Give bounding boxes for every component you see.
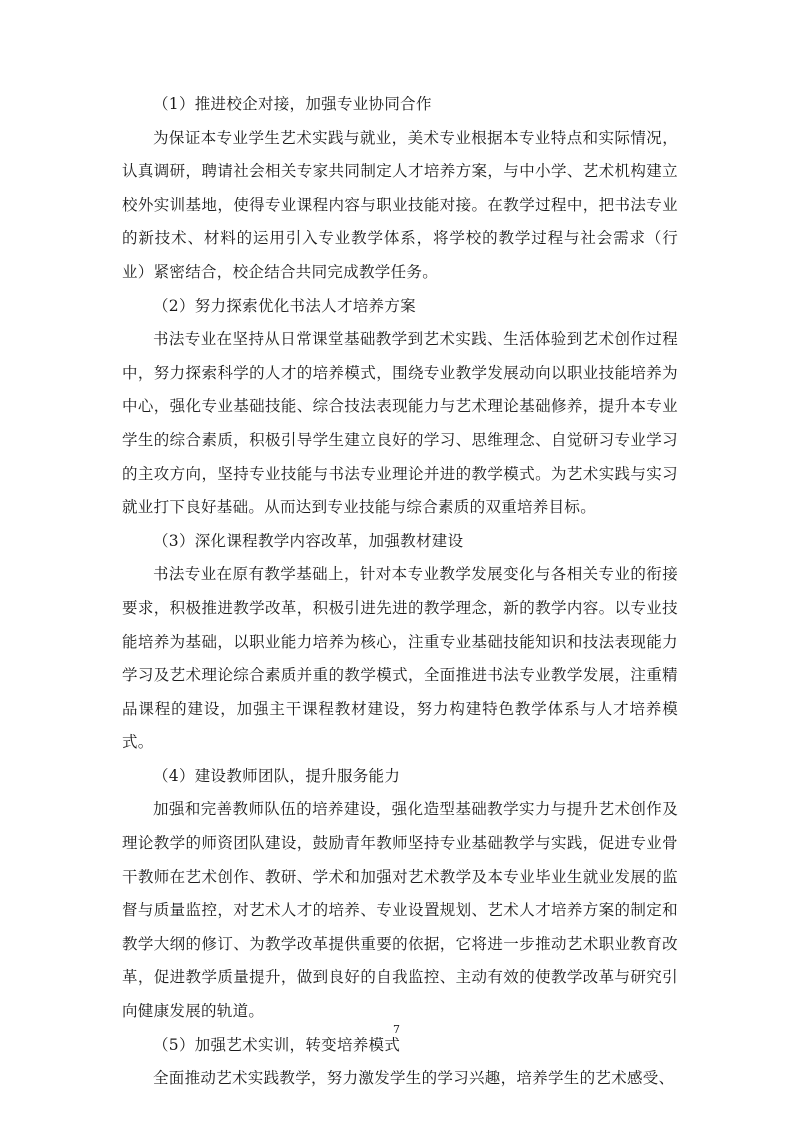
section-heading-5: （5）加强艺术实训，转变培养模式 (153, 1035, 401, 1054)
document-body (122, 88, 678, 1096)
page-number: 7 (393, 1023, 400, 1036)
section-paragraph-1: 为保证本专业学生艺术实践与就业，美术专业根据本专业特点和实际情况，认真调研，聘请社会相关专家共同制定人才培养方案，与中小学、艺术机构建立校外实训基地，使得专业课程内容与职业技能对接。在教学过程中，把书法专业的新技术、材料的运用引入专业教学体系，将学校的教学过程与社会需求（行业）紧密结合，校企结合共同完成教学任务。 (122, 128, 678, 281)
section-paragraph-5: 全面推动艺术实践教学，努力激发学生的学习兴趣，培养学生的艺术感受、 (153, 1069, 675, 1088)
section-heading-2: （2）努力探索优化书法人才培养方案 (153, 296, 416, 315)
section-heading-1: （1）推进校企对接，加强专业协同合作 (153, 95, 432, 113)
section-paragraph-3: 书法专业在原有教学基础上，针对本专业教学发展变化与各相关专业的衔接要求，积极推进教学改革，积极引进先进的教学理念，新的教学内容。以专业技能培养为基础，以职业能力培养为核心，注重专业基础技能知识和技法表现能力学习及艺术理论综合素质并重的教学模式，全面推进书法专业教学发展，注重精品课程的建设，加强主干课程教材建设，努力构建特色教学体系与人才培养模式。 (122, 565, 678, 752)
section-heading-3: （3）深化课程教学内容改革，加强教材建设 (153, 531, 464, 550)
section-paragraph-2: 书法专业在坚持从日常课堂基础教学到艺术实践、生活体验到艺术创作过程中，努力探索科学的人才的培养模式，围绕专业教学发展动向以职业技能培养为中心，强化专业基础技能、综合技法表现能力与艺术理论基础修养，提升本专业学生的综合素质，积极引导学生建立良好的学习、思维理念、自觉研习专业学习的主攻方向，坚持专业技能与书法专业理论并进的教学模式。为艺术实践与实习就业打下良好基础。从而达到专业技能与综合素质的双重培养目标。 (122, 330, 678, 517)
section-paragraph-4: 加强和完善教师队伍的培养建设，强化造型基础教学实力与提升艺术创作及理论教学的师资团队建设，鼓励青年教师坚持专业基础教学与实践，促进专业骨干教师在艺术创作、教研、学术和加强对艺术教学及本专业毕业生就业发展的监督与质量监控，对艺术人才的培养、专业设置规划、艺术人才培养方案的制定和教学大纲的修订、为教学改革提供重要的依据，它将进一步推动艺术职业教育改革，促进教学质量提升，做到良好的自我监控、主动有效的使教学改革与研究引向健康发展的轨道。 (122, 800, 678, 1021)
section-heading-4: （4）建设教师团队，提升服务能力 (153, 766, 401, 785)
